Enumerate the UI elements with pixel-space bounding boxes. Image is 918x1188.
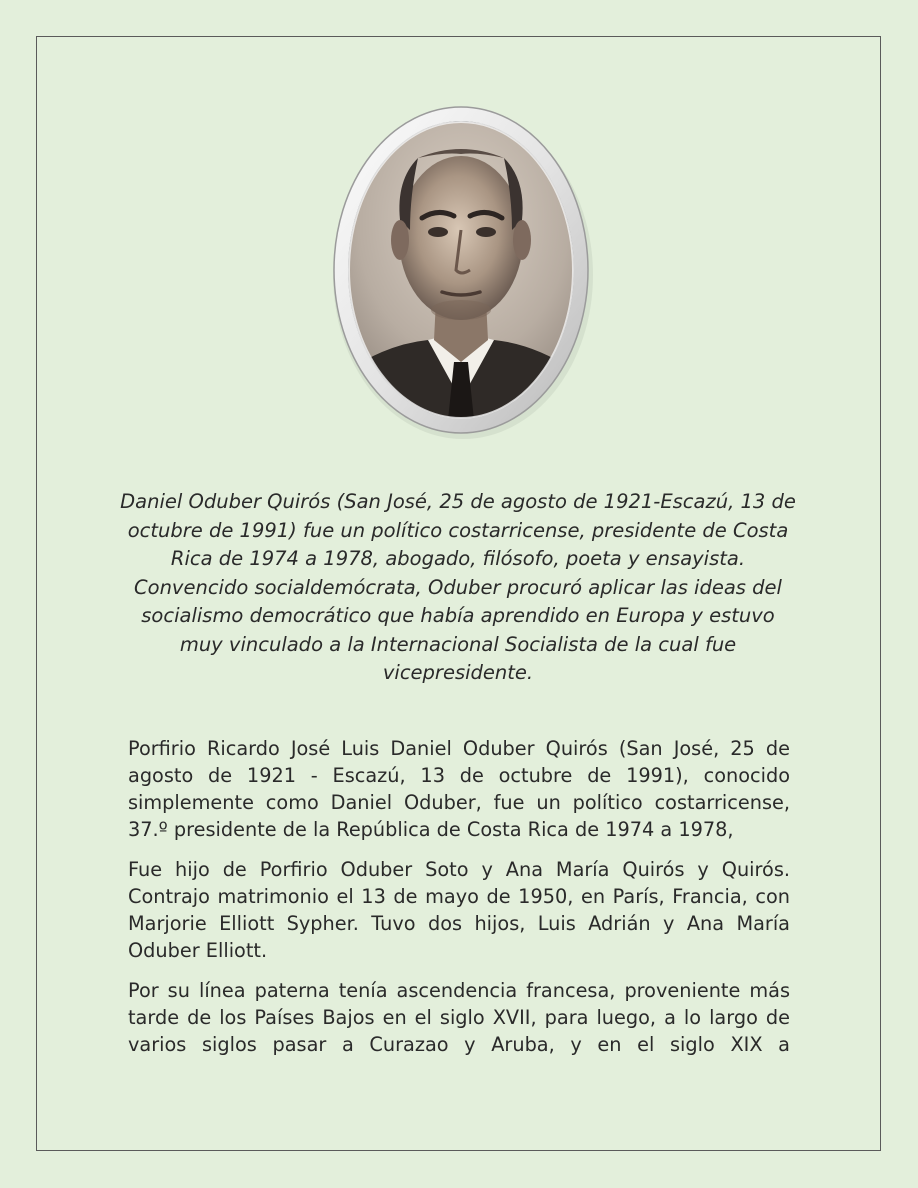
portrait-caption: Daniel Oduber Quirós (San José, 25 de agosto de 1921-Escazú, 13 de octubre de 1991) fue un político costarricense, presidente de Costa Rica de 1974 a 1978, abogado, filósofo, poeta y ensayista. Convencido socialdemócrata, Oduber procuró aplicar las ideas del socialismo democrático que había aprendido en Europa y estuvo muy vinculado a la Internacional Socialista de la cual fue vicepresidente.: [120, 490, 796, 684]
biography-body: [128, 735, 790, 1071]
biography-paragraph-2: Fue hijo de Porfirio Oduber Soto y Ana María Quirós y Quirós. Contrajo matrimonio el 13 de mayo de 1950, en París, Francia, con Marjorie Elliott Sypher. Tuvo dos hijos, Luis Adrián y Ana María Oduber Elliott.: [128, 858, 790, 962]
biography-paragraph-3: Por su línea paterna tenía ascendencia francesa, proveniente más tarde de los Países Bajos en el siglo XVII, para luego, a lo largo de varios siglos pasar a Curazao y Aruba, y en el siglo XIX a: [128, 979, 790, 1056]
portrait-photo: [318, 100, 604, 440]
biography-paragraph-1: Porfirio Ricardo José Luis Daniel Oduber Quirós (San José, 25 de agosto de 1921 - Escazú, 13 de octubre de 1991), conocido simplemente como Daniel Oduber, fue un político costarricense, 37.º presidente de la República de Costa Rica de 1974 a 1978,: [128, 737, 790, 841]
